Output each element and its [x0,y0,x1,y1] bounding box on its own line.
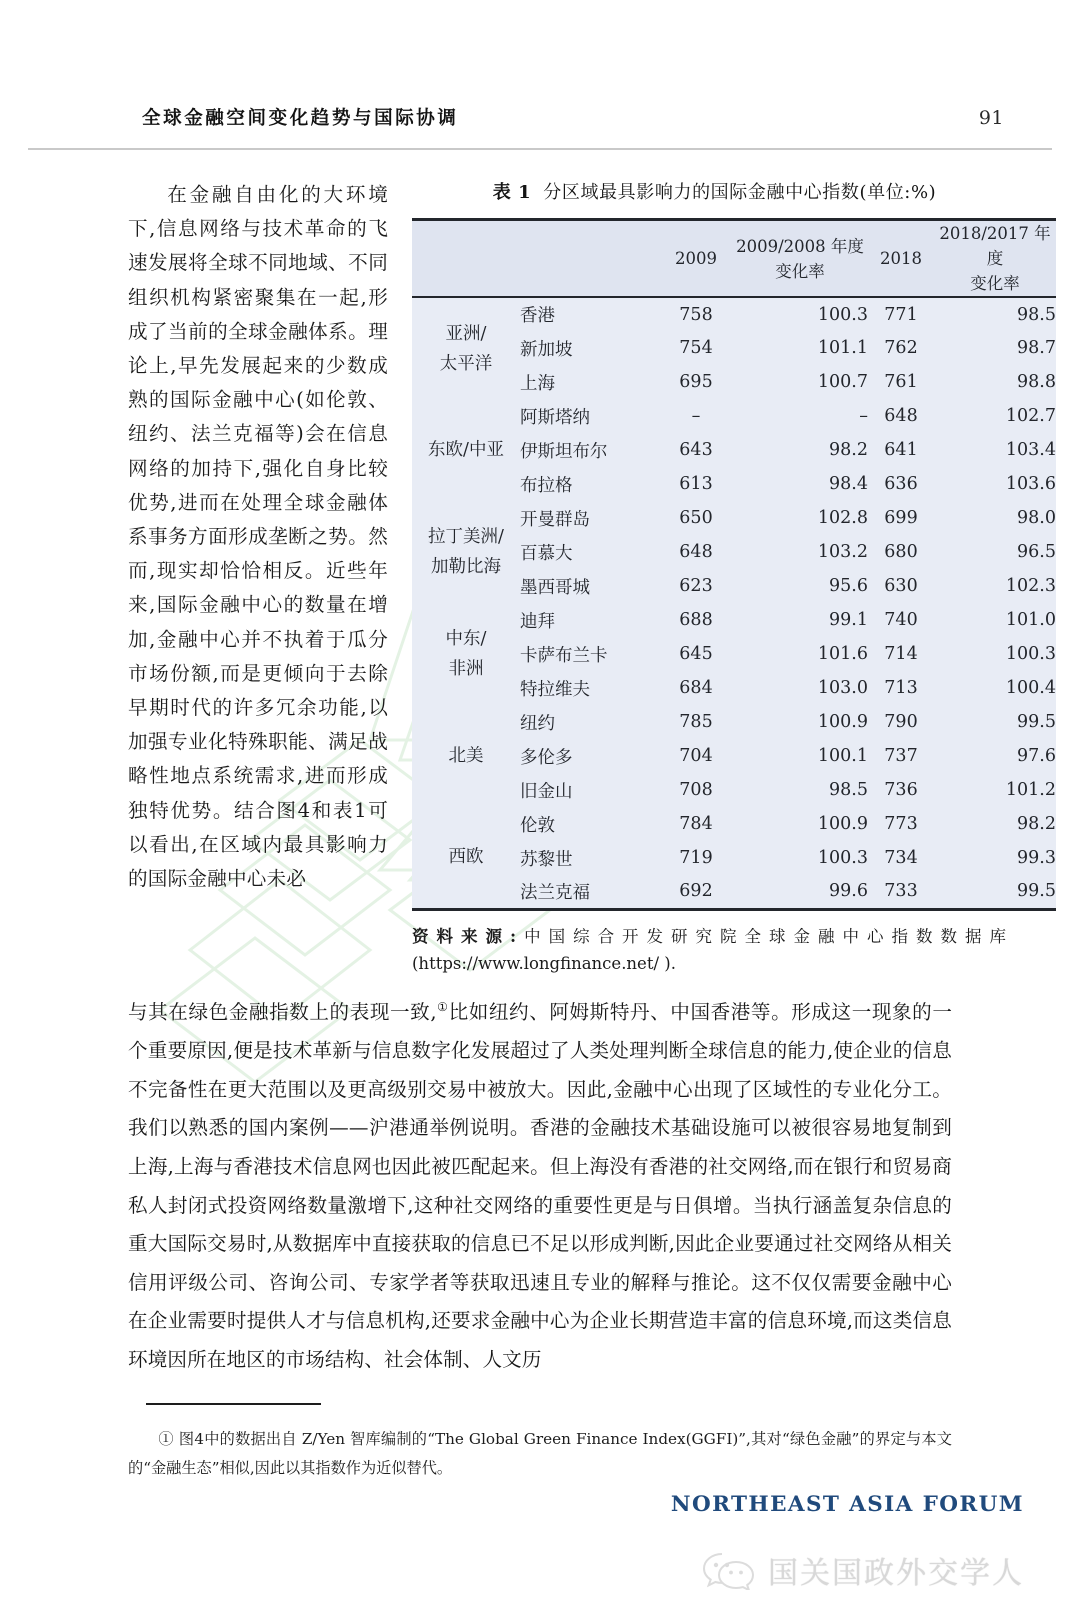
header-change-2018-2017-line1: 2018/2017 年度 [939,224,1051,268]
table-cell-change-2009-2008: 98.4 [829,474,868,494]
table-cell-city: 苏黎世 [520,849,573,870]
region-label-line1: 北美 [448,746,484,766]
table-cell-2009: 695 [679,372,713,392]
table-cell-change-2009-2008: 100.3 [817,848,868,868]
table-cell-change-2018-2017: 103.6 [1005,474,1056,494]
table-cell-change-2009-2008: 100.9 [817,814,868,834]
footnote-region [128,1425,952,1483]
header-divider [28,148,1052,150]
table-cell-2018: 773 [884,814,918,834]
wechat-account-name: 国关国政外交学人 [768,1556,1024,1591]
table-cell-change-2018-2017: 101.0 [1005,610,1056,630]
table-cell-change-2009-2008: 100.9 [817,712,868,732]
region-label-line2: 非洲 [448,659,484,679]
table-cell-2018: 630 [884,576,918,596]
table-cell-2018: 648 [884,406,918,426]
region-label-line1: 西欧 [448,847,484,868]
table-cell-change-2018-2017: 99.5 [934,875,1056,909]
left-text-column [128,178,388,896]
table-cell-change-2018-2017: 100.4 [1005,678,1056,698]
table-cell-2018: 737 [884,746,918,766]
table-cell-2018: 762 [884,338,918,358]
table-row [412,501,1056,535]
table-cell-change-2009-2008: 95.6 [829,576,868,596]
table-cell-change-2018-2017: 102.7 [1005,406,1056,426]
table-cell-city: 百慕大 [520,543,573,564]
table-cell-region [412,705,520,807]
table-cell-change-2018-2017: 100.3 [1005,644,1056,664]
table-cell-region [412,603,520,705]
table-cell-city: 法兰克福 [520,875,660,909]
region-label-line1: 拉丁美洲/ [428,527,504,547]
table-header [412,220,1056,298]
header-region [412,220,520,298]
table-source-note [412,923,1006,977]
financial-centres-table [412,218,1056,911]
header-change-2018-2017 [934,220,1056,298]
table-cell-change-2018-2017: 103.4 [1005,440,1056,460]
table-cell-city: 香港 [520,297,660,331]
region-label-line1: 东欧/中亚 [428,440,504,460]
journal-name: NORTHEAST ASIA FORUM [670,1492,1024,1517]
header-change-2009-2008 [732,220,868,298]
table-cell-2009: 650 [679,508,713,528]
table-row [412,705,1056,739]
table-cell-2018: 734 [884,848,918,868]
region-label-line2: 太平洋 [439,353,493,374]
region-label-line1: 中东/ [445,629,487,649]
table-cell-change-2009-2008: 102.8 [817,508,868,528]
table-row [412,807,1056,841]
table-cell-change-2018-2017: 99.3 [1017,848,1056,868]
table-cell-city: 多伦多 [520,747,573,768]
table-cell-change-2018-2017: 98.0 [1017,508,1056,528]
table-cell-2018: 713 [884,678,918,698]
table-cell-city: 旧金山 [520,781,573,802]
table-row [412,603,1056,637]
body-paragraph: 与其在绿色金融指数上的表现一致,①比如纽约、阿姆斯特丹、中国香港等。形成这一现象的一个重要原因,便是技术革新与信息数字化发展超过了人类处理判断全球信息的能力,使企业的信息不完备性在更大范围以及更高级别交易中被放大。因此,金融中心出现了区域性的专业化分工。我们以熟悉的国内案例——沪港通举例说明。香港的金融技术基础设施可以被很容易地复制到上海,上海与香港技术信息网也因此被匹配起来。但上海没有香港的社交网络,而在银行和贸易商私人封闭式投资网络数量激增下,这种社交网络的重要性更是与日俱增。当执行涵盖复杂信息的重大国际交易时,从数据库中直接获取的信息已不足以形成判断,因此企业要通过社交网络从相关信用评级公司、咨询公司、专家学者等获取迅速且专业的解释与推论。这不仅仅需要金融中心在企业需要时提供人才与信息机构,还要求金融中心为企业长期营造丰富的信息环境,而这类信息环境因所在地区的市场结构、社会体制、人文历 [128,1000,953,1371]
table-source-label: 资料来源: [412,926,517,946]
table-cell-change-2018-2017: 97.6 [1017,746,1056,766]
table-cell-2009: 643 [679,440,713,460]
header-change-2018-2017-line2: 变化率 [970,274,1020,293]
table-cell-change-2018-2017: 98.7 [1017,338,1056,358]
table-source-text: 中国综合开发研究院全球金融中心指数数据库(https://www.longfinance.net/ ). [412,926,1006,973]
table-cell-region [412,501,520,603]
header-year-2009: 2009 [660,220,732,298]
table-cell-city: 阿斯塔纳 [520,407,590,428]
table-cell-change-2009-2008: – [859,406,868,426]
region-label-line1: 亚洲/ [445,323,487,344]
header-city [520,220,660,298]
table-cell-change-2009-2008: 103.2 [817,542,868,562]
wechat-icon [702,1550,756,1590]
table-cell-city: 伊斯坦布尔 [520,441,608,462]
table-cell-change-2009-2008: 98.2 [829,440,868,460]
table-cell-change-2018-2017: 98.5 [934,297,1056,331]
header-change-2009-2008-line1: 2009/2008 年度 [736,236,864,256]
table-cell-city: 特拉维夫 [520,679,590,700]
table-cell-2018: 790 [884,712,918,732]
running-head [0,104,1080,152]
table-caption-label: 表 1 [492,182,532,203]
table-cell-2009: 785 [679,712,713,732]
page-number: 91 [978,107,1004,129]
table-cell-2018: 699 [884,508,918,528]
footnote-text: ① 图4中的数据出自 Z/Yen 智库编制的“The Global Green Finance Index(GGFI)”,其对“绿色金融”的界定与本文的“金融生态”相似,因此以其指数作为近似替代。 [128,1430,952,1477]
table-cell-city: 布拉格 [520,475,573,496]
left-column-paragraph: 在金融自由化的大环境下,信息网络与技术革命的飞速发展将全球不同地域、不同组织机构紧密聚集在一起,形成了当前的全球金融体系。理论上,早先发展起来的少数成熟的国际金融中心(如伦敦、纽约、法兰克福等)会在信息网络的加持下,强化自身比较优势,进而在处理全球金融体系事务方面形成垄断之势。然而,现实却恰恰相反。近些年来,国际金融中心的数量在增加,金融中心并不执着于瓜分市场份额,而是更倾向于去除早期时代的许多冗余功能,以加强专业化特殊职能、满足战略性地点系统需求,进而形成独特优势。结合图4和表1可以看出,在区域内最具影响力的国际金融中心未必 [128,183,388,891]
table-cell-city: 纽约 [520,713,555,734]
table-cell-2018: 680 [884,542,918,562]
table-cell-change-2009-2008: 99.6 [732,875,868,909]
table-cell-2018: 740 [884,610,918,630]
table-cell-2009: 758 [660,297,732,331]
table-body [412,297,1056,909]
table-row [412,297,1056,331]
table-cell-2009: 688 [679,610,713,630]
table-cell-change-2018-2017: 98.8 [1017,372,1056,392]
table-cell-city: 新加坡 [520,339,573,360]
table-cell-2009: 692 [660,875,732,909]
table-cell-city: 伦敦 [520,815,555,836]
table-region [412,178,1056,977]
table-cell-change-2009-2008: 100.3 [732,297,868,331]
table-cell-2018: 733 [868,875,934,909]
table-cell-2018: 636 [884,474,918,494]
table-cell-city: 迪拜 [520,611,555,632]
table-cell-2009: 704 [679,746,713,766]
table-cell-2009: – [691,406,701,426]
table-cell-change-2009-2008: 98.5 [829,780,868,800]
table-cell-region [412,807,520,909]
table-row [412,399,1056,433]
table-cell-change-2018-2017: 96.5 [1017,542,1056,562]
footnote-reference-marker: ① [436,1000,449,1014]
running-head-title: 全球金融空间变化趋势与国际协调 [142,108,459,129]
table-cell-change-2009-2008: 99.1 [829,610,868,630]
table-cell-city: 墨西哥城 [520,577,590,598]
table-cell-city: 卡萨布兰卡 [520,645,608,666]
table-cell-2018: 736 [884,780,918,800]
table-cell-change-2009-2008: 101.6 [817,644,868,664]
header-year-2018: 2018 [868,220,934,298]
header-change-2009-2008-line2: 变化率 [775,261,825,281]
body-text-region [128,988,952,1379]
table-cell-2009: 623 [679,576,713,596]
table-cell-change-2009-2008: 103.0 [817,678,868,698]
table-cell-change-2018-2017: 101.2 [1005,780,1056,800]
table-cell-2009: 648 [679,542,713,562]
table-cell-change-2018-2017: 99.5 [1017,712,1056,732]
table-cell-2009: 613 [679,474,713,494]
table-cell-2009: 708 [679,780,713,800]
table-cell-2018: 714 [884,644,918,664]
table-cell-2009: 784 [679,814,713,834]
table-cell-2018: 641 [884,440,918,460]
table-cell-2009: 684 [679,678,713,698]
wechat-watermark [702,1548,1024,1592]
table-cell-2009: 719 [679,848,713,868]
table-cell-2009: 754 [679,338,713,358]
table-caption [412,178,1017,204]
table-cell-region [412,297,520,399]
table-cell-change-2009-2008: 100.1 [817,746,868,766]
footnote-divider [146,1403,321,1405]
table-cell-city: 上海 [520,373,555,394]
table-cell-change-2009-2008: 100.7 [817,372,868,392]
table-cell-change-2018-2017: 98.2 [1017,814,1056,834]
table-cell-change-2018-2017: 102.3 [1005,576,1056,596]
table-cell-2009: 645 [679,644,713,664]
table-cell-region [412,399,520,501]
table-cell-change-2009-2008: 101.1 [817,338,868,358]
table-cell-2018: 761 [884,372,918,392]
region-label-line2: 加勒比海 [431,557,501,577]
table-caption-text: 分区域最具影响力的国际金融中心指数(单位:%) [543,182,937,203]
table-cell-2018: 771 [868,297,934,331]
table-cell-city: 开曼群岛 [520,509,590,530]
upper-two-column-region [0,178,1080,977]
